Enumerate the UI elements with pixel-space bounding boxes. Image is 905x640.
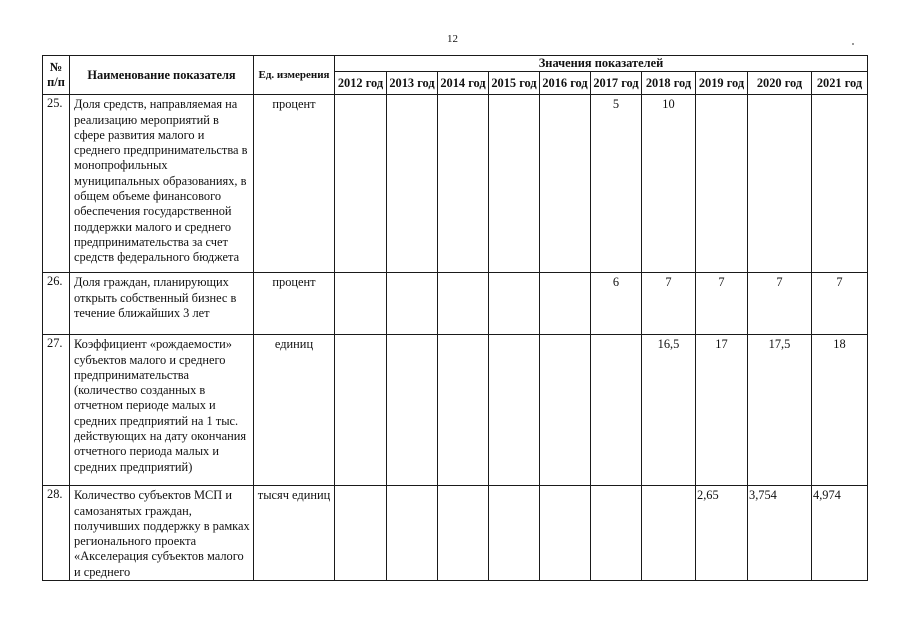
value-2016 [540,486,591,581]
row-number: 25. [43,95,70,273]
value-2012 [335,95,387,273]
value-2015 [489,335,540,486]
unit-of-measure: процент [254,273,335,335]
table-row [43,335,868,486]
value-2019: 17 [696,335,748,486]
value-2020: 7 [748,273,812,335]
value-2016 [540,273,591,335]
value-2018 [642,486,696,581]
header-year-2013: 2013 год [387,72,438,95]
page-number: 12 [447,33,458,45]
value-2013 [387,95,438,273]
value-2012 [335,486,387,581]
header-year-2014: 2014 год [438,72,489,95]
indicator-name: Доля граждан, планирующих открыть собственный бизнес в течение ближайших 3 лет [70,273,254,335]
indicator-name: Коэффициент «рождаемости» субъектов малого и среднего предпринимательства (количество созданных в отчетном периоде малых и средних предприятий на 1 тыс. действующих на дату окончания отчетного периода малых и средних предприятий) [70,335,254,486]
indicator-name: Количество субъектов МСП и самозанятых граждан, получивших поддержку в рамках регионального проекта «Акселерация субъектов малого и среднего [70,486,254,581]
value-2012 [335,335,387,486]
row-number: 28. [43,486,70,581]
table-body [43,95,868,581]
value-2017: 5 [591,95,642,273]
value-2017 [591,486,642,581]
value-2013 [387,335,438,486]
value-2016 [540,335,591,486]
value-2020 [748,95,812,273]
value-2013 [387,273,438,335]
value-2015 [489,486,540,581]
row-number: 26. [43,273,70,335]
value-2016 [540,95,591,273]
value-2015 [489,273,540,335]
table-row [43,95,868,273]
header-name: Наименование показателя [70,56,254,95]
value-2014 [438,486,489,581]
value-2017 [591,335,642,486]
value-2013 [387,486,438,581]
value-2018: 7 [642,273,696,335]
value-2018: 10 [642,95,696,273]
unit-of-measure: единиц [254,335,335,486]
header-num-line1: № [49,59,63,74]
value-2020: 3,754 [748,486,812,581]
value-2021: 4,974 [812,486,868,581]
value-2019 [696,95,748,273]
value-2012 [335,273,387,335]
value-2019: 2,65 [696,486,748,581]
header-year-2016: 2016 год [540,72,591,95]
indicators-table [42,55,868,581]
value-2021: 18 [812,335,868,486]
header-year-2018: 2018 год [642,72,696,95]
value-2014 [438,95,489,273]
header-year-2015: 2015 год [489,72,540,95]
value-2015 [489,95,540,273]
value-2019: 7 [696,273,748,335]
header-year-2020: 2020 год [748,72,812,95]
value-2021 [812,95,868,273]
value-2014 [438,335,489,486]
value-2014 [438,273,489,335]
table-row [43,273,868,335]
row-number: 27. [43,335,70,486]
value-2021: 7 [812,273,868,335]
unit-of-measure: тысяч единиц [254,486,335,581]
header-year-2019: 2019 год [696,72,748,95]
header-values-group: Значения показателей [335,56,868,72]
header-num [43,56,70,95]
unit-of-measure: процент [254,95,335,273]
value-2018: 16,5 [642,335,696,486]
table-row [43,486,868,581]
header-year-2012: 2012 год [335,72,387,95]
value-2017: 6 [591,273,642,335]
value-2020: 17,5 [748,335,812,486]
indicator-name: Доля средств, направляемая на реализацию мероприятий в сфере развития малого и среднего предпринимательства в монопрофильных муниципальных образованиях, в общем объеме финансового обеспечения государственной поддержки малого и среднего предпринимательства за счет средств федерального бюджета [70,95,254,273]
header-year-2017: 2017 год [591,72,642,95]
header-year-2021: 2021 год [812,72,868,95]
header-unit: Ед. измерения [254,56,335,95]
header-num-line2: п/п [47,75,65,90]
scan-speck [852,43,854,45]
